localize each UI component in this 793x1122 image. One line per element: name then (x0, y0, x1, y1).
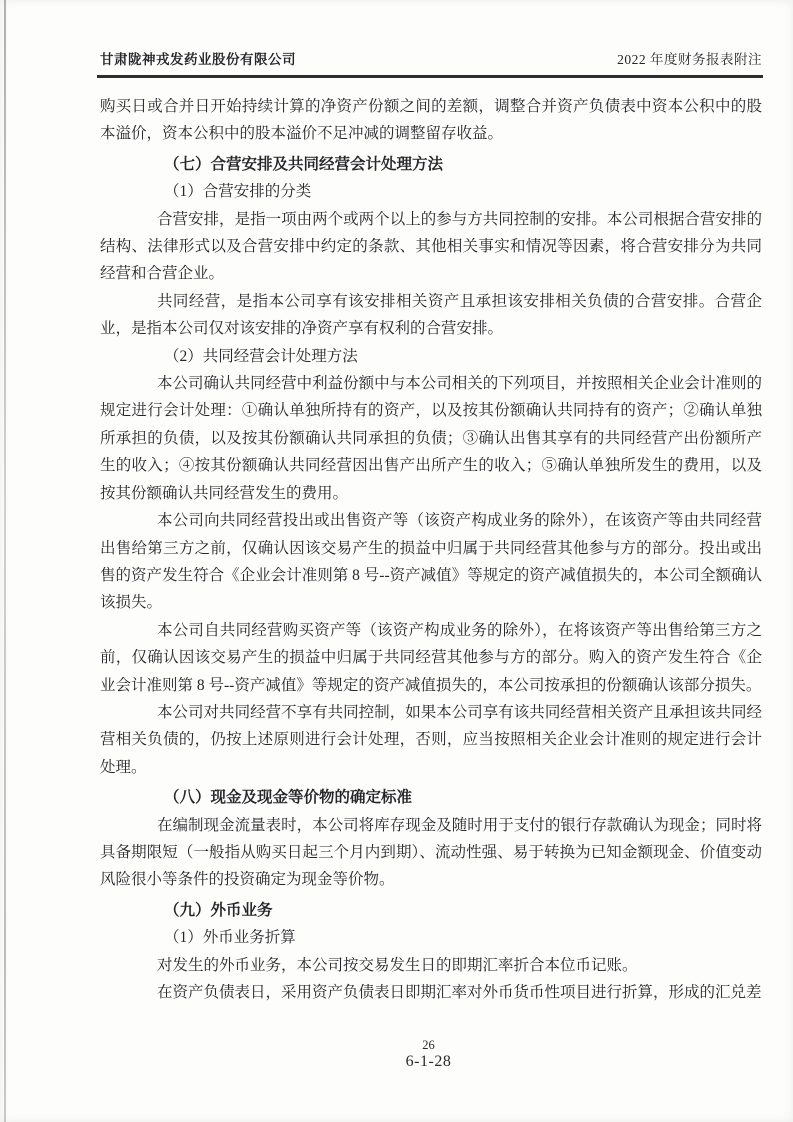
page-footer (0, 1038, 793, 1071)
header-doc-title: 2022 年度财务报表附注 (617, 52, 762, 67)
header-rule (97, 75, 763, 78)
body-paragraph: 在资产负债表日，采用资产负债表日即期汇率对外币货币性项目进行折算，形成的汇兑差 (157, 984, 762, 1001)
document-body (100, 93, 762, 1006)
footer-doc-code: 6-1-28 (405, 1053, 452, 1070)
subsection-heading: （1）外币业务折算 (164, 929, 296, 947)
subsection-heading: （1）合营安排的分类 (164, 183, 312, 201)
body-paragraph: 本公司对共同经营不享有共同控制，如果本公司享有该共同经营相关资产且承担该共同经营相关负债的，仍按上述原则进行会计处理，否则，应当按照相关企业会计准则的规定进行会计处理。 (100, 703, 762, 776)
body-paragraph: 本公司自共同经营购买资产等（该资产构成业务的除外），在将该资产等出售给第三方之前，仅确认因该交易产生的损益中归属于共同经营其他参与方的部分。购入的资产发生符合《企业会计准则第 8 号--资产减值》等规定的资产减值损失的，本公司按承担的份额确认该部分损失。 (100, 621, 762, 694)
header-company-name: 甘肃陇神戎发药业股份有限公司 (100, 52, 296, 67)
page-header (100, 48, 762, 68)
body-paragraph: 共同经营，是指本公司享有该安排相关资产且承担该安排相关负债的合营安排。合营企业，是指本公司仅对该安排的净资产享有权利的合营安排。 (100, 292, 762, 338)
footer-page-number: 26 (422, 1038, 435, 1052)
body-paragraph: 在编制现金流量表时，本公司将库存现金及随时用于支付的银行存款确认为现金；同时将具备期限短（一般指从购买日起三个月内到期）、流动性强、易于转换为已知金额现金、价值变动风险很小等条件的投资确定为现金等价物。 (100, 816, 762, 889)
section-heading-8: （八）现金及现金等价物的确定标准 (164, 789, 413, 807)
body-paragraph: 对发生的外币业务，本公司按交易发生日的即期汇率折合本位币记账。 (157, 956, 638, 974)
section-heading-7: （七）合营安排及共同经营会计处理方法 (164, 155, 444, 173)
footer-numbers (406, 1038, 452, 1071)
subsection-heading: （2）共同经营会计处理方法 (164, 347, 358, 365)
scan-edge-artifact (4, 0, 6, 1122)
body-paragraph: 本公司确认共同经营中利益份额中与本公司相关的下列项目，并按照相关企业会计准则的规定进行会计处理：①确认单独所持有的资产，以及按其份额确认共同持有的资产；②确认单独所承担的负债，以及按其份额确认共同承担的负债；③确认出售其享有的共同经营产出份额所产生的收入；④按其份额确认共同经营因出售产出所产生的收入；⑤确认单独所发生的费用，以及按其份额确认共同经营发生的费用。 (100, 375, 762, 502)
body-paragraph: 合营安排，是指一项由两个或两个以上的参与方共同控制的安排。本公司根据合营安排的结构、法律形式以及合营安排中约定的条款、其他相关事实和情况等因素，将合营安排分为共同经营和合营企业。 (100, 210, 762, 283)
body-paragraph: 本公司向共同经营投出或出售资产等（该资产构成业务的除外），在该资产等由共同经营出售给第三方之前，仅确认因该交易产生的损益中归属于共同经营其他参与方的部分。投出或出售的资产发生符合《企业会计准则第 8 号--资产减值》等规定的资产减值损失的，本公司全额确认该损失。 (100, 512, 762, 612)
section-heading-9: （九）外币业务 (164, 901, 273, 919)
body-paragraph-continuation: 购买日或合并日开始持续计算的净资产份额之间的差额，调整合并资产负债表中资本公积中的股本溢价，资本公积中的股本溢价不足冲减的调整留存收益。 (100, 98, 762, 143)
